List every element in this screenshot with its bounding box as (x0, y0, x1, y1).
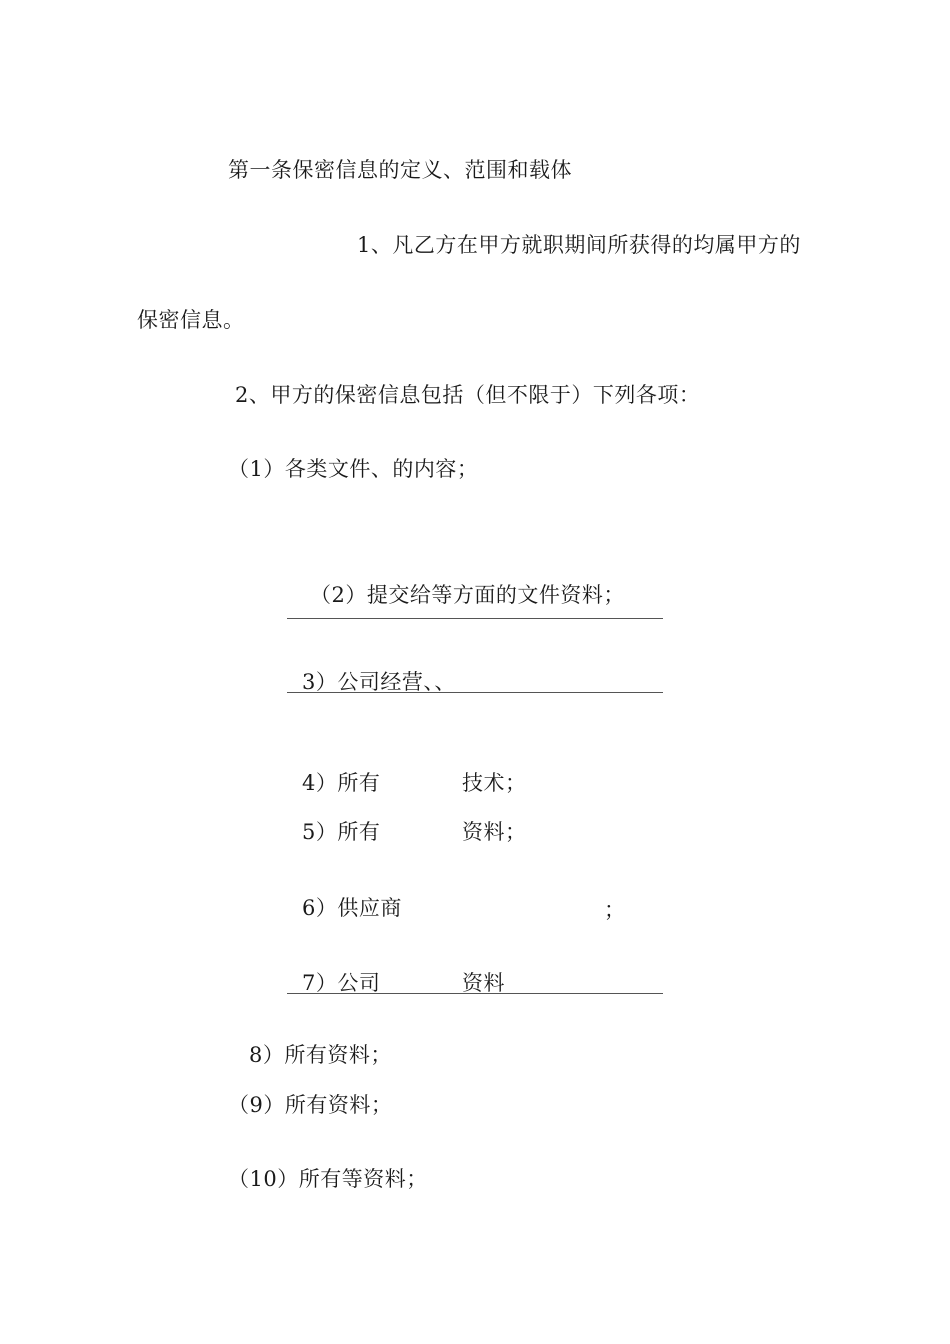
list-item-6-label: 6）供应商 (302, 896, 402, 920)
underline-rule-3 (287, 692, 663, 693)
paragraph-1-line-2: 保密信息。 (137, 308, 245, 332)
list-item-10: （10）所有等资料； (228, 1167, 428, 1191)
list-item-9: （9）所有资料； (228, 1093, 393, 1117)
list-item-7-value: 资料 (462, 971, 505, 995)
underline-rule-7 (287, 993, 663, 994)
list-item-7-label: 7）公司 (302, 971, 381, 995)
list-item-4-label: 4）所有 (302, 771, 381, 795)
list-item-4-value: 技术； (462, 771, 527, 795)
list-item-8: 8）所有资料； (249, 1043, 392, 1067)
list-item-3: 3）公司经营、、 (302, 670, 456, 694)
list-item-2: （2）提交给等方面的文件资料； (310, 583, 625, 607)
list-item-1: （1）各类文件、的内容； (228, 457, 479, 481)
list-item-5-label: 5）所有 (302, 820, 381, 844)
paragraph-2: 2、甲方的保密信息包括（但不限于）下列各项： (235, 383, 701, 407)
underline-rule-2 (287, 618, 663, 619)
paragraph-1-line-1: 1、凡乙方在甲方就职期间所获得的均属甲方的 (357, 233, 801, 257)
section-title: 第一条保密信息的定义、范围和载体 (228, 158, 572, 182)
list-item-6-mark: ； (604, 898, 626, 922)
list-item-5-value: 资料； (462, 820, 527, 844)
